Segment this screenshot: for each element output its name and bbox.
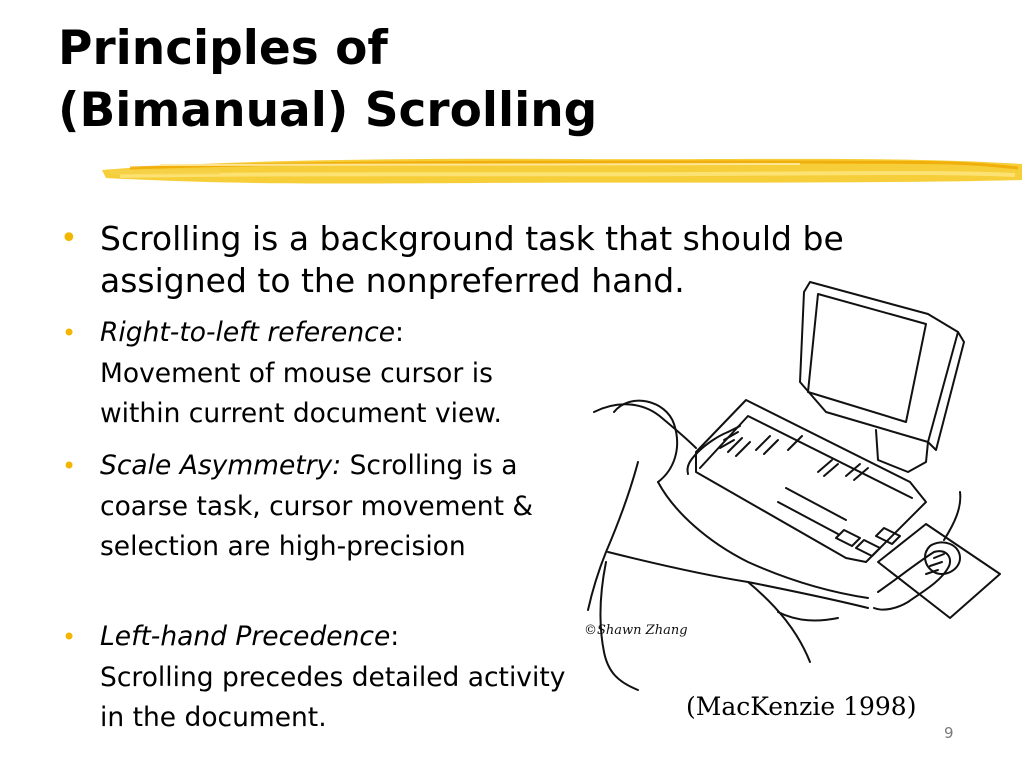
bullet-2-label: Right-to-left reference [100, 317, 396, 348]
slide-title [58, 18, 758, 142]
citation: (MacKenzie 1998) [686, 692, 917, 721]
bullet-dot-icon: • [60, 221, 78, 256]
title-line-2: (Bimanual) Scrolling [58, 83, 598, 138]
bullet-2-text: Movement of mouse cursor is within current document view. [100, 357, 502, 429]
bimanual-computer-illustration [578, 262, 1018, 692]
bullet-4-text: Scrolling precedes detailed activity in the document. [100, 661, 566, 733]
illustration-signature: ©Shawn Zhang [584, 623, 688, 638]
bullet-2-punct: : [395, 317, 404, 348]
title-line-1: Principles of [58, 21, 388, 76]
bullet-dot-icon: • [62, 452, 77, 480]
bullet-3-text: Scrolling is a coarse task, cursor movement & selection are high-precision [100, 450, 534, 562]
bullet-4 [62, 617, 570, 739]
bullet-1-text: Scrolling is a background task that should be assigned to the nonpreferred hand. [100, 219, 844, 300]
bullet-2 [62, 313, 570, 435]
bullet-4-punct: : [390, 621, 400, 652]
title-brush-underline [100, 150, 1024, 190]
page-number: 9 [944, 724, 954, 742]
keyboard-icon [696, 400, 926, 562]
monitor-icon [800, 282, 964, 472]
bullet-4-label: Left-hand Precedence [100, 621, 391, 652]
bullet-dot-icon: • [62, 319, 77, 347]
bullet-dot-icon: • [62, 623, 77, 651]
bullet-3-label: Scale Asymmetry: [100, 450, 342, 481]
bullet-3 [62, 446, 550, 568]
